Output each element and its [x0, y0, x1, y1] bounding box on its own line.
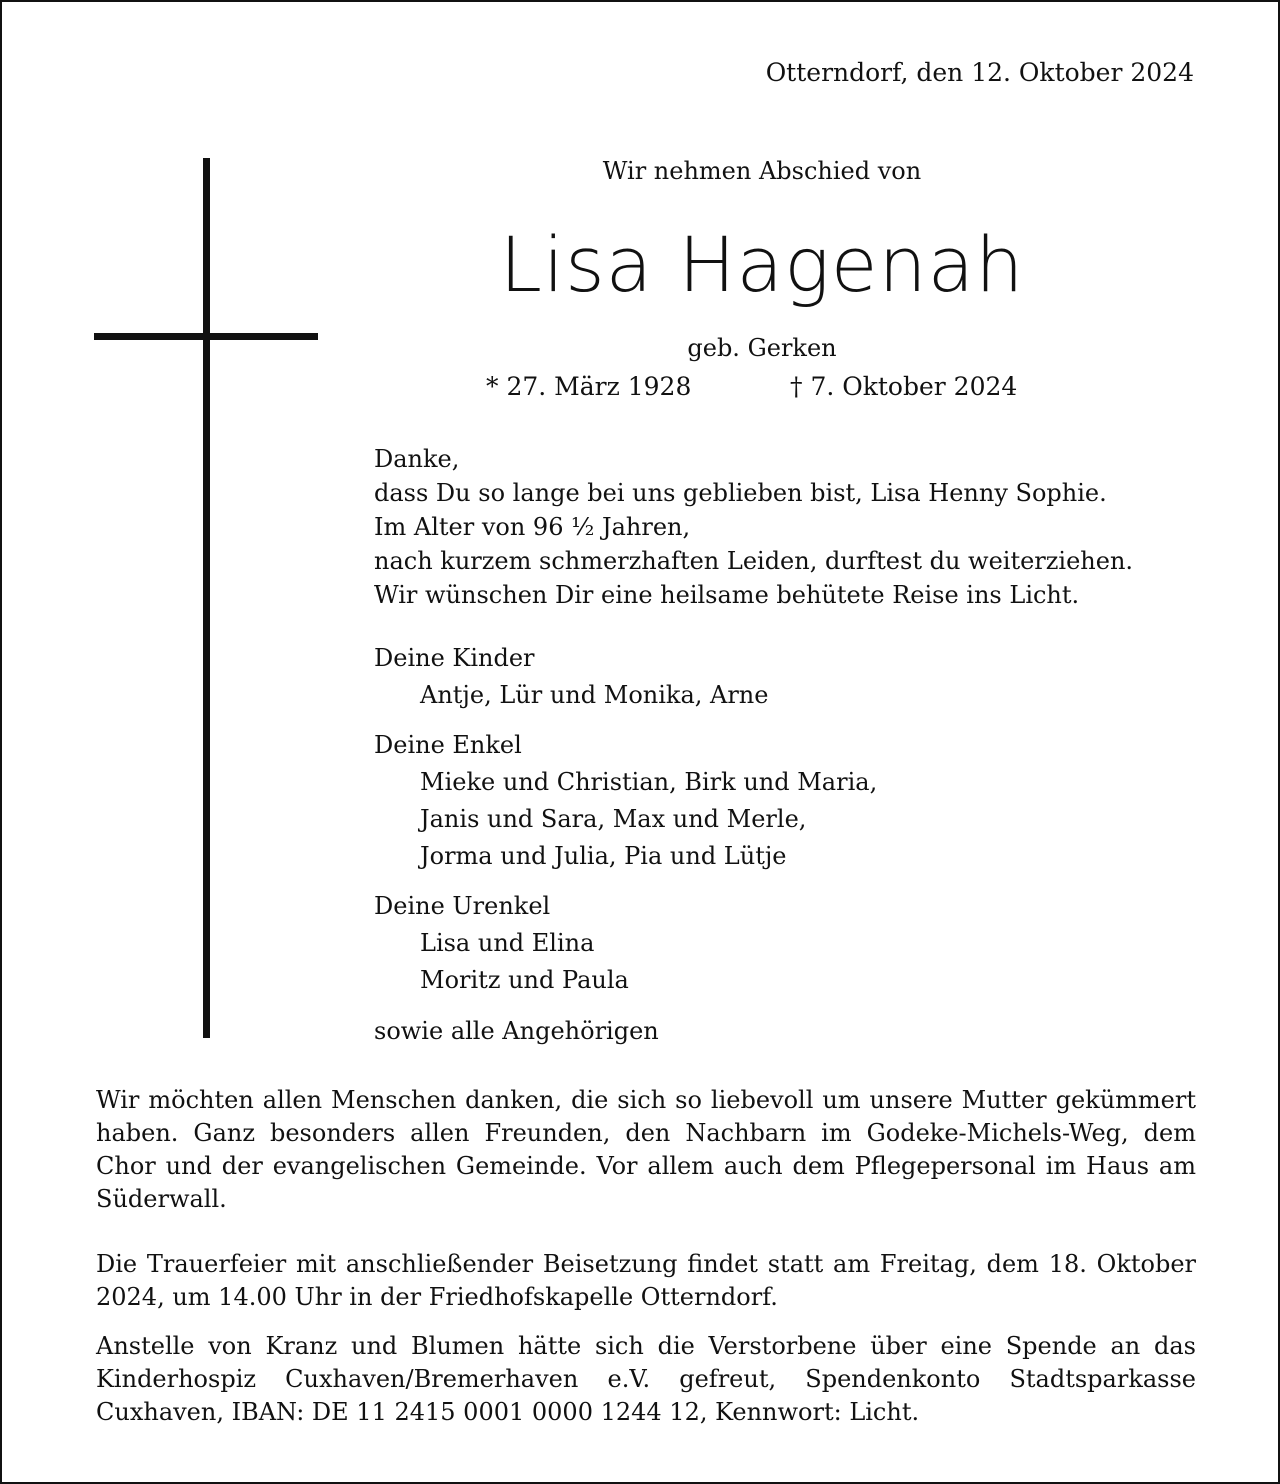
- thanks-paragraph: Wir möchten allen Menschen danken, die sich so liebevoll um unsere Mutter gekümmert haben. Ganz besonders allen Freunden, den Nachbarn im Godeke-Michels-Weg, dem Chor und der evangelischen Gemeinde. Vor allem auch dem Pflegepersonal im Haus am Süderwall.: [96, 1086, 1196, 1213]
- intro-text: Wir nehmen Abschied von: [602, 157, 922, 185]
- great-grandchildren-label: Deine Urenkel: [374, 892, 551, 920]
- grandchildren-label: Deine Enkel: [374, 731, 522, 759]
- children-names: Antje, Lür und Monika, Arne: [420, 681, 769, 709]
- grandchildren-names: Janis und Sara, Max und Merle,: [420, 805, 807, 833]
- donation-paragraph: Anstelle von Kranz und Blumen hätte sich die Verstorbene über eine Spende an das Kinderhospiz Cuxhaven/Bremerhaven e.V. gefreut, Spendenkonto Stadtsparkasse Cuxhaven, IBAN: DE 11 2415 0001 0000 1244 12, Kennwort: Licht.: [96, 1332, 1196, 1426]
- great-grandchildren-names: Moritz und Paula: [420, 966, 629, 994]
- relatives-line: sowie alle Angehörigen: [374, 1017, 659, 1045]
- death-date: † 7. Oktober 2024: [790, 372, 1018, 401]
- message-block: [374, 442, 1133, 612]
- funeral-paragraph: Die Trauerfeier mit anschließender Beisetzung findet statt am Freitag, dem 18. Oktober 2024, um 14.00 Uhr in der Friedhofskapelle Otterndorf.: [96, 1250, 1196, 1311]
- deceased-name: Lisa Hagenah: [499, 220, 1025, 309]
- great-grandchildren-section: [374, 888, 629, 999]
- great-grandchildren-names: Lisa und Elina: [420, 929, 595, 957]
- message-line: Im Alter von 96 ½ Jahren,: [374, 513, 691, 541]
- message-line: nach kurzem schmerzhaften Leiden, durftest du weiterziehen.: [374, 547, 1134, 575]
- birth-date: * 27. März 1928: [486, 372, 692, 401]
- birth-name: geb. Gerken: [687, 334, 837, 362]
- message-line: Wir wünschen Dir eine heilsame behütete Reise ins Licht.: [374, 581, 1080, 609]
- children-section: [374, 640, 768, 714]
- message-line: Danke,: [374, 445, 460, 473]
- cross-icon-vertical: [203, 158, 210, 1038]
- grandchildren-names: Jorma und Julia, Pia und Lütje: [420, 842, 787, 870]
- grandchildren-names: Mieke und Christian, Birk und Maria,: [420, 768, 878, 796]
- message-line: dass Du so lange bei uns geblieben bist, Lisa Henny Sophie.: [374, 479, 1107, 507]
- place-date: Otterndorf, den 12. Oktober 2024: [765, 58, 1194, 87]
- children-label: Deine Kinder: [374, 644, 535, 672]
- grandchildren-section: [374, 727, 877, 875]
